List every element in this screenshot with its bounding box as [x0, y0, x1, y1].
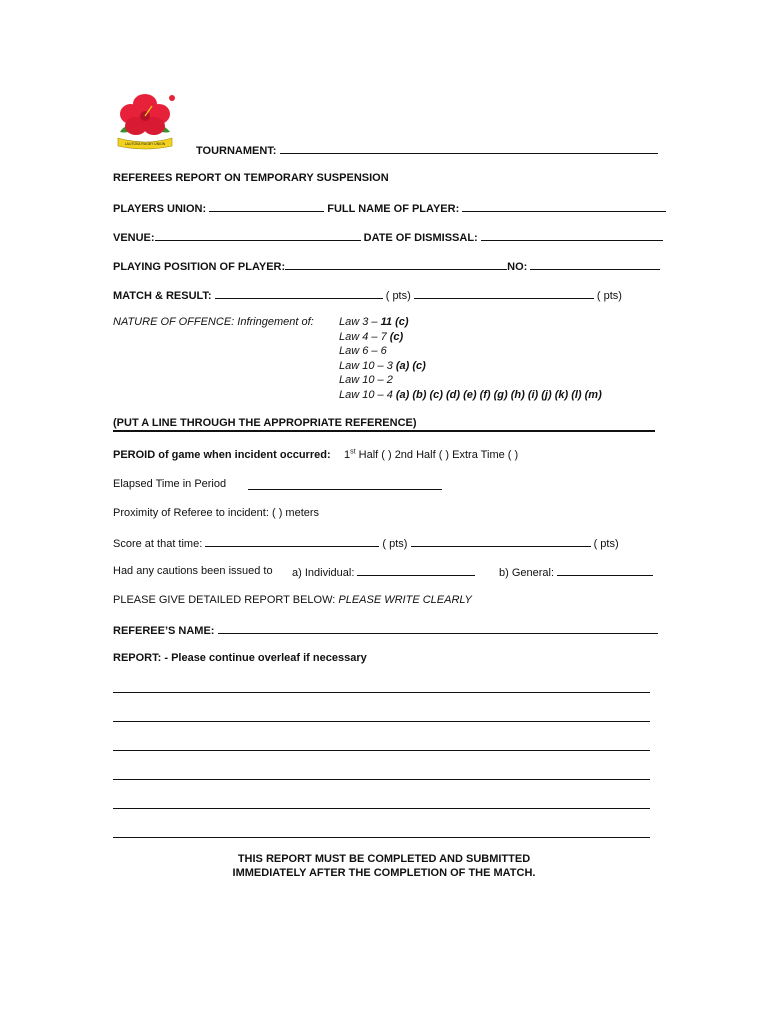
referee-name-row [113, 622, 658, 638]
referee-name-label: REFEREE’S NAME: [113, 625, 215, 637]
ribbon-text: LAUTOKA RUGBY UNION [124, 142, 166, 146]
bud-icon [169, 95, 175, 101]
date-of-dismissal-field[interactable] [481, 229, 663, 241]
venue-row [113, 229, 663, 245]
playing-position-field[interactable] [285, 258, 507, 270]
no-label: NO: [507, 261, 528, 273]
players-union-label: PLAYERS UNION: [113, 203, 207, 215]
date-of-dismissal-label: DATE OF DISMISSAL: [363, 232, 478, 244]
period-label: PEROID [113, 449, 156, 461]
law-item[interactable]: Law 6 – 6 [339, 345, 387, 357]
report-line[interactable] [113, 750, 650, 751]
cautions-individual [292, 564, 475, 580]
position-row [113, 258, 660, 274]
score-team1-field[interactable] [205, 535, 379, 547]
footer-line-2: IMMEDIATELY AFTER THE COMPLETION OF THE MATCH. [232, 867, 536, 879]
report-line[interactable] [113, 779, 650, 780]
law-item[interactable]: Law 4 – 7 (c) [339, 330, 404, 343]
law-item[interactable]: Law 3 – 11 (c) [339, 316, 409, 328]
team2-points: ( pts) [596, 290, 622, 302]
form-title: REFEREES REPORT ON TEMPORARY SUSPENSION [113, 172, 389, 184]
venue-label: VENUE: [113, 232, 155, 244]
score-label: Score at that time: [113, 538, 203, 550]
period-label-rest: of game when incident occurred: [155, 449, 331, 461]
law-item[interactable]: Law 10 – 2 [339, 374, 393, 386]
hibiscus-logo [112, 92, 178, 152]
match-team1-field[interactable] [215, 287, 383, 299]
footer-line-1: THIS REPORT MUST BE COMPLETED AND SUBMITTED [237, 853, 531, 865]
full-name-label: FULL NAME OF PLAYER: [327, 203, 460, 215]
score-row [113, 535, 619, 551]
match-team2-field[interactable] [414, 287, 594, 299]
law-item[interactable]: Law 10 – 4 (a) (b) (c) (d) (e) (f) (g) (h) (i) (j) (k) (l) (m) [339, 388, 602, 401]
individual-field[interactable] [357, 564, 475, 576]
report-label-row: REPORT: - Please continue overleaf if necessary [113, 652, 367, 664]
match-result-label: MATCH & RESULT: [113, 290, 212, 302]
period-options[interactable]: 1st Half ( ) 2nd Half ( ) Extra Time ( ) [344, 448, 519, 461]
full-name-field[interactable] [462, 200, 666, 212]
nature-of-offence-label: NATURE OF OFFENCE: Infringement of: [113, 316, 314, 328]
instruction-text: (PUT A LINE THROUGH THE APPROPRIATE REFERENCE) [113, 417, 417, 429]
players-union-field[interactable] [209, 200, 324, 212]
section-divider [113, 430, 655, 432]
team1-points: ( pts) [385, 290, 411, 302]
elapsed-time-field[interactable] [248, 489, 442, 490]
score-team2-points: ( pts) [593, 538, 619, 550]
tournament-row [196, 142, 658, 158]
law-list [339, 315, 602, 402]
proximity-meters-field[interactable]: ( ) meters [271, 507, 320, 519]
no-field[interactable] [530, 258, 660, 270]
score-team2-field[interactable] [411, 535, 591, 547]
cautions-label: Had any cautions been issued to [113, 565, 273, 577]
general-field[interactable] [557, 564, 653, 576]
proximity-label: Proximity of Referee to incident: [113, 507, 269, 519]
report-line[interactable] [113, 808, 650, 809]
elapsed-time-label: Elapsed Time in Period [113, 478, 227, 490]
report-line[interactable] [113, 721, 650, 722]
proximity-row [113, 506, 319, 520]
period-row [113, 448, 331, 462]
law-item[interactable]: Law 10 – 3 (a) (c) [339, 359, 426, 372]
general-label: b) General: [499, 567, 555, 579]
report-line[interactable] [113, 692, 650, 693]
report-line[interactable] [113, 837, 650, 838]
venue-field[interactable] [155, 229, 361, 241]
referee-name-field[interactable] [218, 622, 658, 634]
detailed-report-prompt: PLEASE GIVE DETAILED REPORT BELOW: PLEASE WRITE CLEARLY [113, 594, 472, 606]
cautions-general [499, 564, 653, 580]
tournament-field[interactable] [280, 142, 658, 154]
individual-label: a) Individual: [292, 567, 355, 579]
score-team1-points: ( pts) [382, 538, 408, 550]
tournament-label: TOURNAMENT: [196, 145, 277, 157]
match-result-row [113, 287, 622, 303]
playing-position-label: PLAYING POSITION OF PLAYER: [113, 261, 286, 273]
players-union-row [113, 200, 666, 216]
elapsed-time-row [113, 477, 226, 491]
